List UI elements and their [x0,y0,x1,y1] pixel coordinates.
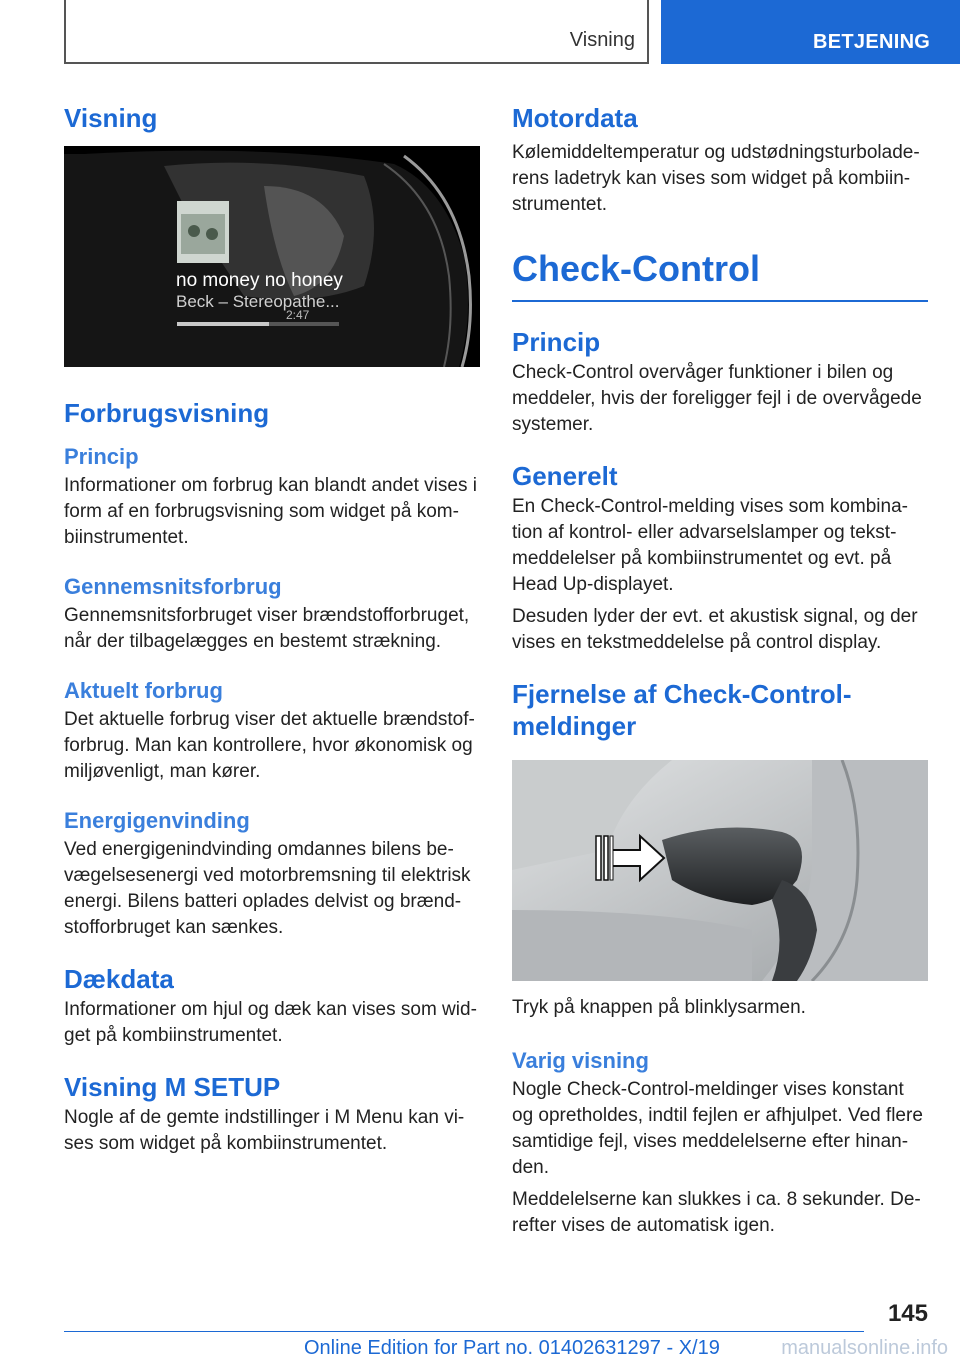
header-section-label: Visning [569,29,635,51]
varig-text-2: Meddelelserne kan slukkes i ca. 8 sekunder. Derefter vises de automatisk igen. [512,1189,921,1236]
screen-song-title: no money no honey [176,270,343,291]
indicator-stalk-illustration [512,760,928,981]
daekdata-text: Informationer om hjul og dæk kan vises som widget på kombiinstrumentet. [64,999,477,1046]
motordata-text: Kølemiddeltemperatur og udstødningsturboladerens ladetryk kan vises som widget på kombiinstrumentet. [512,142,920,215]
left-column [64,100,480,1163]
forbrug-princip-text: Informationer om forbrug kan blandt andet vises i form af en forbrugsvisning som widget på kombiinstrumentet. [64,475,477,548]
fjernelse-caption: Tryk på knappen på blinklysarmen. [512,997,806,1018]
header-section-box [64,0,649,64]
header-chapter-tab[interactable] [661,0,960,64]
instrument-display-illustration [64,146,480,367]
indicator-stalk-figure [512,760,928,981]
energi-heading: Energigenvinding [64,808,250,833]
msetup-heading: Visning M SETUP [64,1072,281,1102]
header-chapter-label: BETJENING [813,31,931,53]
watermark-logo: manualsonline.info [781,1337,948,1359]
daekdata-heading: Dækdata [64,964,174,994]
check-control-heading: Check-Control [512,246,928,302]
cc-princip-heading: Princip [512,327,601,357]
generelt-text-2: Desuden lyder der evt. et akustisk signal, og der vises en tekstmeddelelse på control display. [512,606,918,653]
instrument-display-figure [64,146,480,367]
generelt-heading: Generelt [512,461,618,491]
screen-artist: Beck – Stereopathe... [176,292,340,311]
gennemsnit-heading: Gennemsnitsforbrug [64,574,282,599]
right-column [512,100,928,1245]
energi-text: Ved energigenindvinding omdannes bilens bevægelsesenergi ved motorbremsning til elektrisk energi. Bilens batteri oplades delvist og brændstofforbruget kan sænkes. [64,839,471,938]
page-number: 145 [887,1300,928,1327]
visning-heading: Visning [64,103,158,133]
cc-princip-text: Check-Control overvåger funktioner i bilen og meddeler, hvis der foreligger fejl i de overvågede systemer. [512,362,922,435]
varig-heading: Varig visning [512,1048,649,1073]
screen-time: 2:47 [286,308,310,322]
footer-edition: Online Edition for Part no. 01402631297 - X/19 [304,1337,720,1359]
forbrug-princip-heading: Princip [64,444,139,469]
gennemsnit-text: Gennemsnitsforbruget viser brændstofforbruget, når der tilbagelægges en bestemt strækning. [64,605,470,652]
motordata-heading: Motordata [512,103,638,133]
footer-divider [64,1331,864,1332]
aktuelt-text: Det aktuelle forbrug viser det aktuelle brændstofforbrug. Man kan kontrollere, hvor økonomisk og miljøvenligt, man kører. [64,709,475,782]
fjernelse-heading: Fjernelse af Check-Control-meldinger [512,679,852,741]
varig-text-1: Nogle Check-Control-meldinger vises konstant og opretholdes, indtil fejlen er afhjulpet. Ved flere samtidige fejl, vises meddelelserne efter hinanden. [512,1079,923,1178]
forbrugsvisning-heading: Forbrugsvisning [64,398,270,428]
aktuelt-heading: Aktuelt forbrug [64,678,223,703]
generelt-text-1: En Check-Control-melding vises som kombination af kontrol- eller advarselslamper og tekstmeddelelser på kombiinstrumentet og evt. på Head Up-displayet. [512,496,908,595]
msetup-text: Nogle af de gemte indstillinger i M Menu kan vises som widget på kombiinstrumentet. [64,1107,465,1154]
